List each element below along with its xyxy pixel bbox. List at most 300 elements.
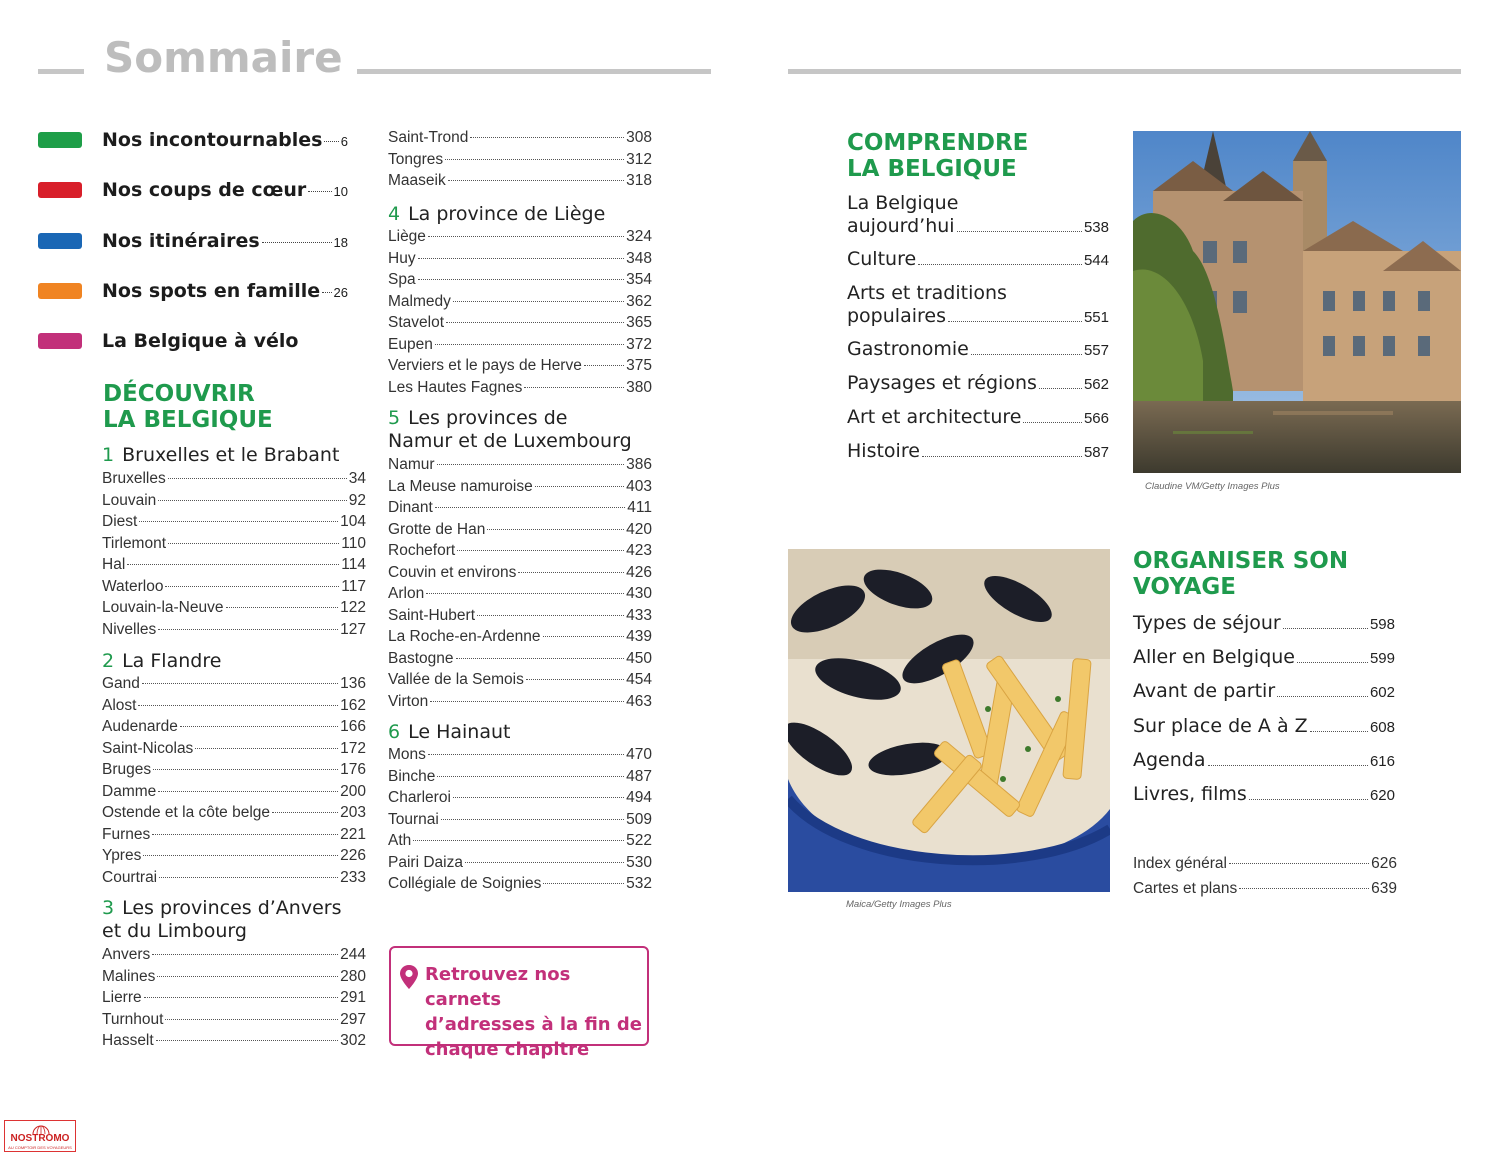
toc-entry-label: Tournai [388,810,439,828]
dot-leader [957,231,1082,232]
dot-leader [948,321,1082,322]
toc-entry [388,149,652,171]
toc-entry-label: Maaseik [388,172,446,189]
organiser-entry-page: 608 [1369,718,1395,736]
toc-entry-label: Saint-Nicolas [102,739,194,757]
organiser-entry-page: 602 [1369,684,1395,702]
toc-entry [388,626,652,648]
dot-leader [435,344,624,345]
dot-leader [446,322,624,323]
mussels-photo-credit: Maica/Getty Images Plus [846,899,952,910]
dot-leader [272,812,338,813]
dot-leader [465,862,624,863]
toc-entry [102,597,366,619]
comprendre-entry-row [847,215,1109,238]
toc-entry-label: Anvers [102,946,151,963]
toc-entry-page: 280 [340,967,366,985]
toc-entry-page: 302 [340,1032,366,1049]
toc-entry-page: 509 [626,810,652,828]
dot-leader [1229,863,1369,864]
toc-entry-page: 403 [626,477,652,495]
toc-entry [388,454,652,476]
dot-leader [165,586,339,587]
highlight-color-bar [38,233,82,249]
highlight-item [38,128,348,152]
page-title: Sommaire [104,33,343,82]
highlight-row [102,229,348,255]
toc-entry-label: Courtrai [102,868,158,886]
chapter-heading [388,203,605,226]
dot-leader [168,543,339,544]
highlight-item [38,229,348,253]
toc-entry [388,377,652,399]
highlight-color-bar [38,182,82,198]
organiser-entry [1133,680,1395,703]
dot-leader [543,883,624,884]
toc-entry [102,533,366,555]
dot-leader [441,819,624,820]
toc-entry-page: 226 [340,847,366,864]
index-list [1133,851,1397,901]
dot-leader [158,791,338,792]
toc-entry-page: 411 [627,499,652,516]
chapter-number: 4 [388,203,401,225]
toc-entry-page: 122 [340,599,366,616]
toc-entry-label: Damme [102,782,157,800]
toc-entry [102,738,366,760]
toc-entry-label: Tongres [388,150,444,168]
decouvrir-heading: DÉCOUVRIR LA BELGIQUE [103,381,273,433]
dot-leader [413,840,624,841]
chapter-heading [388,407,632,453]
toc-entry-page: 176 [340,761,366,778]
dot-leader [418,258,625,259]
toc-entry-label: Verviers et le pays de Herve [388,357,582,374]
organiser-entry-label: Livres, films [1133,783,1247,805]
toc-entry-page: 136 [340,675,366,692]
toc-entry-page: 318 [626,172,652,189]
toc-entry-label: Mons [388,746,426,763]
toc-entry-label: Spa [388,271,416,288]
chapter-heading-line [388,203,605,226]
comprendre-entry-page: 557 [1083,342,1109,359]
dot-leader [477,615,624,616]
toc-entry-page: 127 [340,620,366,638]
toc-entry [102,781,366,803]
chapter-entries [102,944,366,1052]
toc-entry-page: 117 [341,577,366,595]
highlight-item [38,329,348,353]
highlight-page: 6 [340,134,348,149]
toc-entry [388,291,652,313]
toc-entry-page: 162 [340,696,366,714]
highlight-row [102,279,348,305]
dot-leader [1249,799,1368,800]
toc-entry-page: 221 [340,825,366,843]
highlight-item [38,279,348,303]
toc-entry-label: Arlon [388,585,425,602]
highlight-label: Nos incontournables [102,129,323,151]
toc-entry [388,583,652,605]
dot-leader [143,855,338,856]
dot-leader [470,137,624,138]
chapter-title: La Flandre [122,650,222,672]
highlight-color-bar [38,132,82,148]
comprendre-entry [847,440,1109,463]
organiser-entry-label: Types de séjour [1133,612,1281,634]
chapter-title: La province de Liège [408,203,606,225]
toc-entry-label: Collégiale de Soignies [388,875,542,892]
comprendre-entry-page: 587 [1083,444,1109,461]
highlight-color-bar [38,333,82,349]
toc-entry [102,1009,366,1031]
dot-leader [543,636,625,637]
toc-entry-label: Liège [388,228,426,245]
toc-entry-page: 110 [341,534,366,552]
chapter-heading [388,721,510,744]
comprendre-entry-row [847,372,1109,395]
title-rule-right [357,69,711,74]
index-entry [1133,876,1397,901]
dot-leader [428,754,624,755]
toc-entry-label: Ath [388,832,412,849]
toc-entry-label: Namur [388,456,435,473]
toc-entry-label: Les Hautes Fagnes [388,378,523,396]
dot-leader [518,572,624,573]
callout-line-2: d’adresses à la fin de [425,1014,642,1035]
toc-entry [102,619,366,641]
dot-leader [453,797,624,798]
dot-leader [322,292,331,293]
toc-entry [388,226,652,248]
toc-entry [388,669,652,691]
toc-entry-label: Cartes et plans [1133,880,1238,897]
toc-entry-page: 348 [626,249,652,267]
chapter-number: 2 [102,650,115,672]
comprendre-entry-page: 551 [1083,309,1109,326]
comprendre-entry-label: Paysages et régions [847,372,1037,394]
toc-entry-label: La Meuse namuroise [388,477,533,495]
dot-leader [430,701,624,702]
toc-entry [388,127,652,149]
highlight-color-bar [38,283,82,299]
chapter-number: 3 [102,897,115,919]
dot-leader [1310,731,1368,732]
toc-entry [102,673,366,695]
toc-entry-page: 494 [626,789,652,806]
toc-entry [388,648,652,670]
dot-leader [1039,388,1082,389]
dot-leader [158,500,346,501]
organiser-entry-page: 620 [1369,787,1395,804]
dot-leader [1283,628,1368,629]
chapter-entries [388,226,652,398]
callout-line-3: chaque chapitre [425,1039,590,1060]
toc-entry-page: 439 [626,628,652,645]
toc-entry-page: 420 [626,520,652,538]
toc-entry-page: 104 [340,513,366,530]
chapter-title: Les provinces d’Anvers [122,897,342,919]
highlight-row [102,329,348,353]
highlight-page: 10 [333,184,348,199]
dot-leader [180,726,338,727]
toc-entry [388,497,652,519]
highlight-label: Nos itinéraires [102,230,260,252]
toc-entry-label: Alost [102,696,137,714]
toc-entry-label: Gand [102,675,140,692]
toc-entry [388,334,652,356]
toc-entry-page: 114 [341,556,366,573]
toc-entry-page: 463 [626,692,652,710]
toc-entry [102,867,366,889]
right-page-rule [788,69,1461,74]
organiser-entry-label: Sur place de A à Z [1133,714,1308,737]
chapter-title: Les provinces de [408,407,568,429]
highlight-page: 26 [333,285,348,300]
toc-entry-label: Rochefort [388,542,456,559]
toc-entry-page: 200 [340,782,366,800]
toc-entry-page: 365 [626,314,652,331]
toc-entry-page: 430 [626,585,652,602]
chapter-title: Bruxelles et le Brabant [122,444,340,466]
chapter-heading [102,444,339,467]
toc-entry-page: 639 [1371,880,1397,897]
toc-entry-label: Pairi Daiza [388,853,463,871]
organiser-entry [1133,783,1395,806]
carnets-callout [389,946,649,1060]
chapter-heading-line [388,721,510,744]
toc-entry-label: Diest [102,513,138,530]
comprendre-entry [847,338,1109,361]
dot-leader [526,679,624,680]
toc-entry [388,312,652,334]
highlight-label: Nos spots en famille [102,280,321,302]
toc-entry-page: 244 [340,946,366,963]
toc-entry [388,605,652,627]
toc-entry-page: 380 [626,378,652,396]
toc-entry-label: Saint-Trond [388,129,469,146]
dot-leader [157,976,338,977]
chapter-heading-line [102,897,341,920]
dot-leader [428,236,624,237]
chapter-entries [388,744,652,895]
comprendre-entry-label: Histoire [847,440,920,462]
dot-leader [308,191,331,192]
toc-entry-page: 233 [340,868,366,886]
comprendre-entry-page: 562 [1083,376,1109,393]
toc-entry-label: Waterloo [102,577,164,595]
comprendre-entry-row [847,248,1109,271]
dot-leader [152,954,338,955]
organiser-entry-label: Aller en Belgique [1133,646,1296,669]
comprendre-entry-label: populaires [847,305,946,327]
toc-entry [102,845,366,867]
toc-entry [102,554,366,576]
toc-entry [388,476,652,498]
chapter-entries [102,673,366,888]
dot-leader [971,354,1082,355]
toc-entry [388,691,652,713]
organiser-entry-label: Agenda [1133,748,1206,771]
toc-entry-page: 297 [340,1010,366,1028]
toc-entry-page: 92 [348,491,366,509]
chapter-heading-line [102,650,221,673]
comprendre-entry-label: Gastronomie [847,338,969,360]
toc-entry [388,355,652,377]
toc-entry-label: Dinant [388,499,433,516]
toc-entry-label: Virton [388,692,429,710]
dot-leader [324,141,338,142]
comprendre-entry [847,192,1109,238]
toc-entry [388,830,652,852]
highlight-label: La Belgique à vélo [102,330,299,352]
comprendre-entry-row [847,440,1109,463]
logo-tagline: AU COMPTOIR DES VOYAGEURS [8,1145,72,1150]
toc-entry [388,562,652,584]
dot-leader [535,486,624,487]
toc-entry-label: Louvain [102,491,157,509]
bruges-canal-photo [1133,131,1461,473]
dot-leader [153,769,338,770]
toc-entry-page: 308 [626,129,652,146]
toc-entry-label: Turnhout [102,1010,164,1028]
toc-entry-label: Saint-Hubert [388,606,476,624]
organiser-entry-label: Avant de partir [1133,680,1276,703]
toc-entry-label: Malmedy [388,292,451,310]
dot-leader [1239,888,1369,889]
toc-entry [388,852,652,874]
index-entry [1133,851,1397,876]
comprendre-entry-line1: Arts et traditions [847,282,1007,304]
chapter-heading-line [388,407,632,430]
toc-entry-page: 487 [626,767,652,785]
toc-entry [388,170,652,192]
chapter-title-line2: et du Limbourg [102,920,247,942]
comprendre-entry-label: aujourd’hui [847,215,955,237]
toc-entry-label: Louvain-la-Neuve [102,599,224,616]
toc-entry-page: 354 [626,271,652,288]
highlight-item [38,178,348,202]
toc-entry-label: Lierre [102,989,142,1006]
toc-entry [388,540,652,562]
toc-entry-page: 324 [626,228,652,245]
chapter-heading-line [102,444,339,467]
map-pin-icon [399,964,419,990]
dot-leader [139,521,338,522]
mussels-fries-photo [788,549,1110,892]
toc-entry [102,511,366,533]
chapter-heading [102,897,341,943]
comprendre-entry-row [847,406,1109,429]
dot-leader [426,593,624,594]
dot-leader [922,456,1082,457]
dot-leader [226,607,339,608]
comprendre-entry-row [847,305,1109,328]
dot-leader [142,683,338,684]
dot-leader [918,264,1082,265]
toc-entry-page: 470 [626,746,652,763]
title-rule-left [38,69,84,74]
toc-entry [388,766,652,788]
toc-entry [102,576,366,598]
toc-entry [388,809,652,831]
dot-leader [158,629,338,630]
organiser-heading: ORGANISER SON VOYAGE [1133,548,1349,600]
organiser-entry [1133,715,1395,738]
toc-entry [102,824,366,846]
dot-leader [144,997,338,998]
toc-entry [102,695,366,717]
toc-entry [388,787,652,809]
comprendre-entry-page: 566 [1083,410,1109,427]
dot-leader [138,705,338,706]
chapter-number: 5 [388,407,401,429]
toc-entry-page: 626 [1371,855,1397,872]
comprendre-entry [847,406,1109,429]
toc-entry [388,873,652,895]
toc-entry-label: Binche [388,767,436,785]
chapter-title-line2: Namur et de Luxembourg [388,430,632,452]
toc-entry-label: Hal [102,556,126,573]
comprendre-entry-page: 538 [1083,219,1109,236]
toc-entry-page: 386 [626,456,652,473]
dot-leader [448,180,624,181]
chapter-entries [388,454,652,712]
chapter-entries [388,127,652,192]
comprendre-entry-label: Art et architecture [847,406,1022,428]
toc-entry-label: Hasselt [102,1032,154,1049]
toc-entry-page: 532 [626,875,652,892]
dot-leader [195,748,338,749]
highlight-page: 18 [333,235,348,250]
toc-entry [102,468,366,490]
toc-entry-page: 450 [626,649,652,667]
toc-entry [102,759,366,781]
comprendre-entry [847,282,1109,328]
toc-entry [102,987,366,1009]
toc-entry [102,944,366,966]
highlight-row [102,128,348,154]
dot-leader [487,529,624,530]
organiser-entry-page: 599 [1369,650,1395,668]
nostromo-logo [4,1120,76,1152]
toc-entry-page: 375 [626,357,652,374]
toc-entry-label: Nivelles [102,620,157,638]
dot-leader [435,507,625,508]
toc-entry-page: 172 [340,739,366,757]
toc-entry-label: Grotte de Han [388,520,486,538]
toc-entry-label: Audenarde [102,718,178,735]
callout-line-1: Retrouvez nos carnets [425,964,571,1010]
toc-entry-label: Vallée de la Semois [388,671,524,688]
toc-entry-page: 362 [626,292,652,310]
toc-entry-label: Tirlemont [102,534,167,552]
toc-entry-page: 166 [340,718,366,735]
dot-leader [262,242,332,243]
chapter-number: 6 [388,721,401,743]
toc-entry [388,519,652,541]
toc-entry-label: Ostende et la côte belge [102,804,271,821]
dot-leader [1297,662,1368,663]
toc-entry-page: 530 [626,853,652,871]
chapter-heading [102,650,221,673]
toc-entry-page: 454 [626,671,652,688]
toc-entry-label: Eupen [388,335,433,353]
organiser-entry [1133,749,1395,772]
dot-leader [437,464,625,465]
toc-entry-label: Index général [1133,855,1227,872]
comprendre-heading: COMPRENDRE LA BELGIQUE [847,130,1029,182]
